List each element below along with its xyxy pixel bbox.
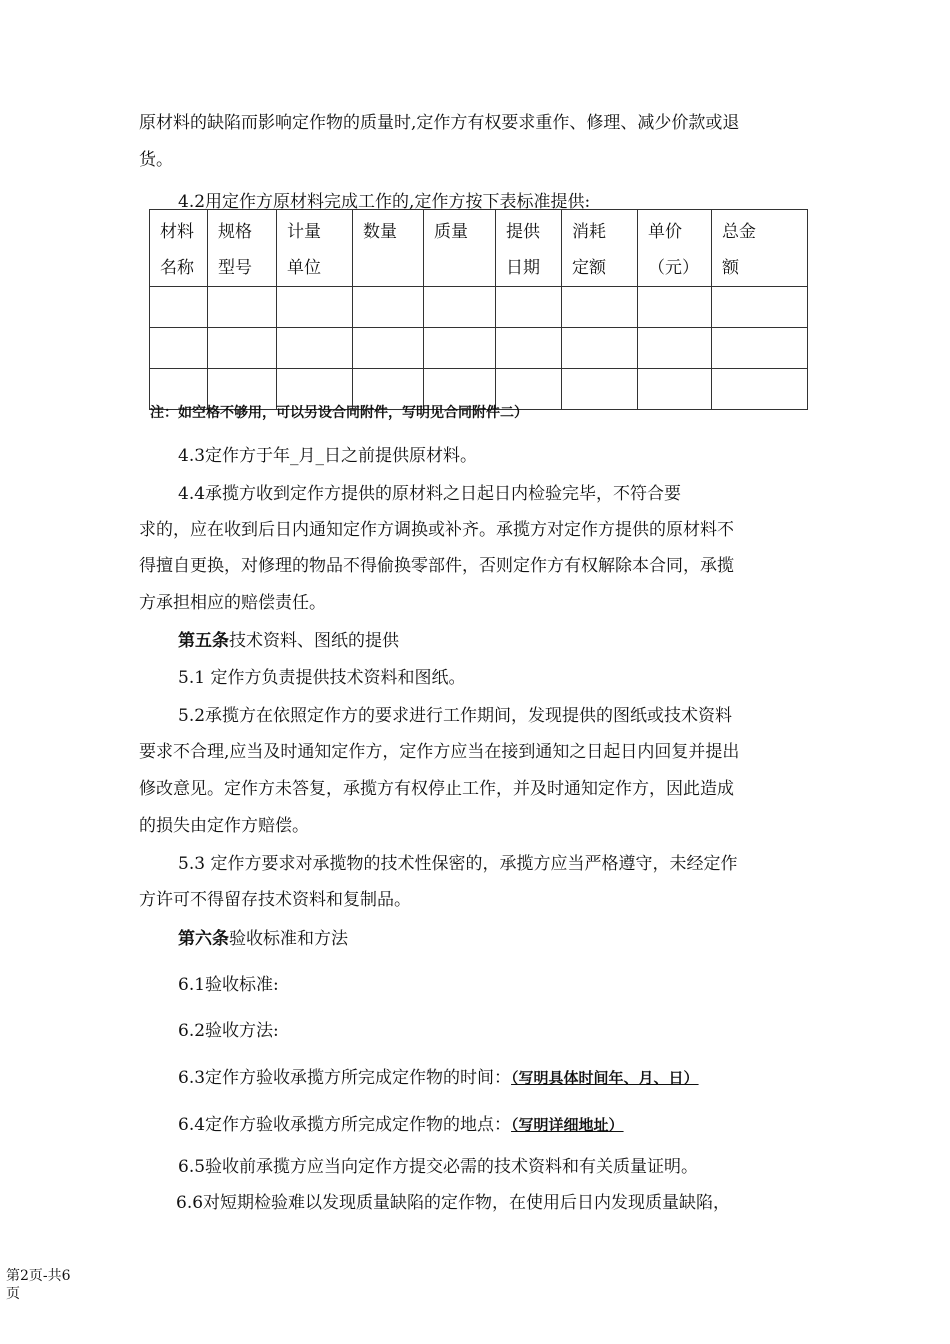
paragraph-6-1: 6.1验收标准: xyxy=(178,975,279,995)
table-cell xyxy=(424,287,496,328)
table-cell xyxy=(712,369,808,410)
paragraph-6-4 xyxy=(178,1110,624,1135)
table-cell xyxy=(150,287,208,328)
table-cell xyxy=(712,287,808,328)
article-6-title: 验收标准和方法 xyxy=(229,929,348,949)
time-fill-in: （写明具体时间年、月、日） xyxy=(511,1069,699,1087)
address-fill-in: （写明详细地址） xyxy=(511,1116,624,1134)
paragraph-line: 方承担相应的赔偿责任。 xyxy=(139,593,326,613)
table-note: 注：如空格不够用，可以另设合同附件，写明见合同附件二） xyxy=(150,405,528,421)
paragraph-line: 原材料的缺陷而影响定作物的质量时,定作方有权要求重作、修理、减少价款或退 xyxy=(139,113,740,133)
table-cell xyxy=(496,328,562,369)
table-cell xyxy=(562,287,638,328)
paragraph-line: 求的，应在收到后日内通知定作方调换或补齐。承揽方对定作方提供的原材料不 xyxy=(139,520,734,540)
paragraph-line: 货。 xyxy=(139,150,173,170)
header-cell-supply-date: 提供 日期 xyxy=(496,210,562,287)
paragraph-line: 得擅自更换，对修理的物品不得偷换零部件，否则定作方有权解除本合同，承揽 xyxy=(139,556,734,576)
table-cell xyxy=(562,369,638,410)
table-cell xyxy=(208,287,277,328)
paragraph-4-3: 4.3定作方于年_月_日之前提供原材料。 xyxy=(178,446,478,466)
paragraph-6-2: 6.2验收方法: xyxy=(178,1021,279,1041)
section-4-2-heading: 4.2用定作方原材料完成工作的,定作方按下表标准提供: xyxy=(178,192,591,212)
page-footer xyxy=(6,1267,86,1303)
table-cell xyxy=(150,328,208,369)
header-cell-consumption-quota: 消耗 定额 xyxy=(562,210,638,287)
paragraph-line: 修改意见。定作方未答复，承揽方有权停止工作，并及时通知定作方，因此造成 xyxy=(139,779,734,799)
header-cell-unit: 计量 单位 xyxy=(277,210,353,287)
header-cell-total-amount: 总金 额 xyxy=(712,210,808,287)
paragraph-line: 方许可不得留存技术资料和复制品。 xyxy=(139,890,411,910)
paragraph-6-3-text: 6.3定作方验收承揽方所完成定作物的时间： xyxy=(178,1068,512,1088)
table-cell xyxy=(562,328,638,369)
header-cell-material-name: 材料 名称 xyxy=(150,210,208,287)
article-6-heading xyxy=(178,924,348,949)
article-5-title: 技术资料、图纸的提供 xyxy=(229,631,399,651)
table-row xyxy=(150,328,808,369)
table-cell xyxy=(277,328,353,369)
article-5-label: 第五条 xyxy=(178,631,229,651)
table-header-row xyxy=(150,210,808,287)
table-cell xyxy=(277,287,353,328)
table-cell xyxy=(208,328,277,369)
table-cell xyxy=(496,287,562,328)
article-5-heading xyxy=(178,626,399,651)
table-cell xyxy=(638,328,712,369)
header-cell-unit-price: 单价 （元） xyxy=(638,210,712,287)
paragraph-line: 的损失由定作方赔偿。 xyxy=(139,816,309,836)
table-cell xyxy=(638,369,712,410)
paragraph-line: 5.2承揽方在依照定作方的要求进行工作期间，发现提供的图纸或技术资料 xyxy=(178,706,733,726)
paragraph-6-3 xyxy=(178,1063,699,1088)
header-cell-spec-model: 规格 型号 xyxy=(208,210,277,287)
paragraph-line: 要求不合理,应当及时通知定作方，定作方应当在接到通知之日起日内回复并提出 xyxy=(139,742,740,762)
table-cell xyxy=(638,287,712,328)
header-cell-quality: 质量 xyxy=(424,210,496,287)
table-row xyxy=(150,287,808,328)
header-cell-quantity: 数量 xyxy=(353,210,424,287)
page-number-line: 页 xyxy=(6,1286,20,1302)
paragraph-5-1: 5.1 定作方负责提供技术资料和图纸。 xyxy=(178,668,466,688)
paragraph-line: 4.4承揽方收到定作方提供的原材料之日起日内检验完毕，不符合要 xyxy=(178,484,682,504)
table-cell xyxy=(353,328,424,369)
paragraph-6-6: 6.6对短期检验难以发现质量缺陷的定作物，在使用后日内发现质量缺陷， xyxy=(176,1193,731,1213)
paragraph-6-5: 6.5验收前承揽方应当向定作方提交必需的技术资料和有关质量证明。 xyxy=(178,1157,699,1177)
article-6-label: 第六条 xyxy=(178,929,229,949)
materials-table xyxy=(149,209,808,410)
table-cell xyxy=(712,328,808,369)
table-cell xyxy=(424,328,496,369)
table-cell xyxy=(353,287,424,328)
paragraph-line: 5.3 定作方要求对承揽物的技术性保密的，承揽方应当严格遵守，未经定作 xyxy=(178,854,738,874)
paragraph-6-4-text: 6.4定作方验收承揽方所完成定作物的地点： xyxy=(178,1115,512,1135)
page-number-line: 第2页-共6 xyxy=(6,1268,71,1284)
